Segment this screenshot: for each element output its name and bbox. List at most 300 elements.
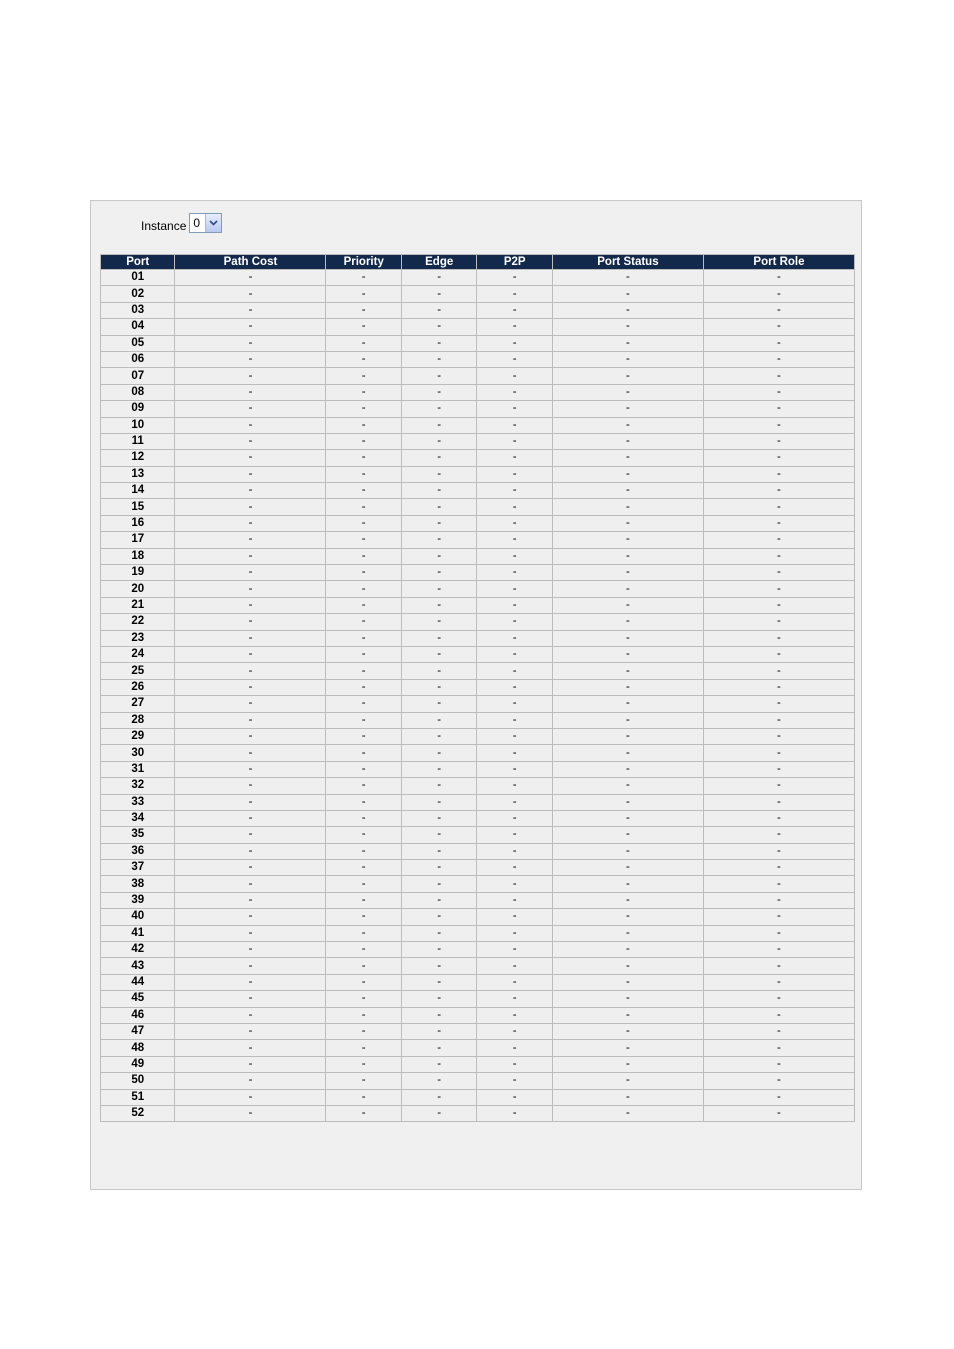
port-role-cell: - [704, 926, 854, 941]
p2p-cell: - [477, 336, 551, 351]
port-status-cell: - [553, 762, 703, 777]
port-cell: 29 [101, 729, 174, 744]
table-row [101, 991, 854, 1006]
port-cell: 08 [101, 385, 174, 400]
path-cost-cell: - [175, 614, 325, 629]
port-status-cell: - [553, 696, 703, 711]
port-cell: 13 [101, 467, 174, 482]
port-status-cell: - [553, 565, 703, 580]
path-cost-cell: - [175, 483, 325, 498]
port-role-cell: - [704, 483, 854, 498]
p2p-cell: - [477, 549, 551, 564]
table-row [101, 827, 854, 842]
p2p-cell: - [477, 532, 551, 547]
priority-cell: - [326, 909, 400, 924]
p2p-cell: - [477, 696, 551, 711]
edge-cell: - [402, 401, 476, 416]
port-cell: 42 [101, 942, 174, 957]
path-cost-cell: - [175, 811, 325, 826]
table-row [101, 303, 854, 318]
path-cost-cell: - [175, 876, 325, 891]
port-cell: 34 [101, 811, 174, 826]
priority-cell: - [326, 827, 400, 842]
port-role-cell: - [704, 762, 854, 777]
priority-cell: - [326, 1106, 400, 1121]
priority-cell: - [326, 286, 400, 301]
port-role-cell: - [704, 860, 854, 875]
path-cost-cell: - [175, 647, 325, 662]
p2p-cell: - [477, 270, 551, 285]
port-status-cell: - [553, 467, 703, 482]
port-status-cell: - [553, 631, 703, 646]
port-role-cell: - [704, 598, 854, 613]
table-row [101, 401, 854, 416]
path-cost-cell: - [175, 713, 325, 728]
table-body [101, 270, 854, 1121]
path-cost-cell: - [175, 368, 325, 383]
edge-cell: - [402, 827, 476, 842]
p2p-cell: - [477, 434, 551, 449]
port-role-cell: - [704, 811, 854, 826]
port-cell: 21 [101, 598, 174, 613]
priority-cell: - [326, 450, 400, 465]
port-cell: 28 [101, 713, 174, 728]
priority-cell: - [326, 1024, 400, 1039]
p2p-cell: - [477, 483, 551, 498]
port-cell: 33 [101, 795, 174, 810]
priority-cell: - [326, 499, 400, 514]
priority-cell: - [326, 762, 400, 777]
port-cell: 04 [101, 319, 174, 334]
table-row [101, 844, 854, 859]
table-row [101, 286, 854, 301]
port-status-cell: - [553, 352, 703, 367]
port-cell: 12 [101, 450, 174, 465]
port-role-cell: - [704, 565, 854, 580]
table-row [101, 975, 854, 990]
p2p-cell: - [477, 1024, 551, 1039]
port-role-cell: - [704, 909, 854, 924]
port-role-cell: - [704, 942, 854, 957]
port-status-cell: - [553, 811, 703, 826]
p2p-cell: - [477, 581, 551, 596]
table-row [101, 434, 854, 449]
port-cell: 06 [101, 352, 174, 367]
path-cost-cell: - [175, 844, 325, 859]
table-row [101, 876, 854, 891]
priority-cell: - [326, 368, 400, 383]
edge-cell: - [402, 581, 476, 596]
table-row [101, 1073, 854, 1088]
table-row [101, 385, 854, 400]
port-cell: 27 [101, 696, 174, 711]
port-cell: 50 [101, 1073, 174, 1088]
port-status-cell: - [553, 729, 703, 744]
edge-cell: - [402, 844, 476, 859]
priority-cell: - [326, 860, 400, 875]
p2p-cell: - [477, 598, 551, 613]
priority-cell: - [326, 401, 400, 416]
edge-cell: - [402, 352, 476, 367]
table-row [101, 778, 854, 793]
p2p-cell: - [477, 663, 551, 678]
port-cell: 05 [101, 336, 174, 351]
edge-cell: - [402, 336, 476, 351]
port-role-cell: - [704, 450, 854, 465]
edge-cell: - [402, 893, 476, 908]
path-cost-cell: - [175, 450, 325, 465]
port-cell: 14 [101, 483, 174, 498]
port-status-cell: - [553, 418, 703, 433]
path-cost-cell: - [175, 1040, 325, 1055]
port-cell: 23 [101, 631, 174, 646]
p2p-cell: - [477, 319, 551, 334]
table-row [101, 795, 854, 810]
port-status-cell: - [553, 1090, 703, 1105]
port-status-cell: - [553, 926, 703, 941]
port-cell: 02 [101, 286, 174, 301]
path-cost-cell: - [175, 1057, 325, 1072]
table-row [101, 680, 854, 695]
port-cell: 46 [101, 1008, 174, 1023]
port-cell: 25 [101, 663, 174, 678]
p2p-cell: - [477, 1057, 551, 1072]
port-cell: 11 [101, 434, 174, 449]
path-cost-cell: - [175, 696, 325, 711]
path-cost-cell: - [175, 909, 325, 924]
port-cell: 01 [101, 270, 174, 285]
port-role-cell: - [704, 1024, 854, 1039]
table-row [101, 319, 854, 334]
edge-cell: - [402, 680, 476, 695]
path-cost-cell: - [175, 745, 325, 760]
port-role-cell: - [704, 467, 854, 482]
port-status-cell: - [553, 1024, 703, 1039]
port-cell: 20 [101, 581, 174, 596]
port-cell: 19 [101, 565, 174, 580]
table-row [101, 614, 854, 629]
table-row [101, 811, 854, 826]
port-status-cell: - [553, 1008, 703, 1023]
port-cell: 41 [101, 926, 174, 941]
port-role-cell: - [704, 893, 854, 908]
table-row [101, 483, 854, 498]
port-status-cell: - [553, 368, 703, 383]
p2p-cell: - [477, 1040, 551, 1055]
p2p-cell: - [477, 516, 551, 531]
table-row [101, 532, 854, 547]
table-row [101, 942, 854, 957]
priority-cell: - [326, 1008, 400, 1023]
priority-cell: - [326, 1090, 400, 1105]
port-status-cell: - [553, 876, 703, 891]
path-cost-cell: - [175, 1024, 325, 1039]
port-role-cell: - [704, 1073, 854, 1088]
path-cost-cell: - [175, 303, 325, 318]
port-status-cell: - [553, 975, 703, 990]
priority-cell: - [326, 663, 400, 678]
port-role-cell: - [704, 581, 854, 596]
port-cell: 31 [101, 762, 174, 777]
path-cost-cell: - [175, 549, 325, 564]
priority-cell: - [326, 336, 400, 351]
edge-cell: - [402, 696, 476, 711]
port-role-cell: - [704, 680, 854, 695]
port-role-cell: - [704, 713, 854, 728]
edge-cell: - [402, 762, 476, 777]
path-cost-cell: - [175, 598, 325, 613]
edge-cell: - [402, 631, 476, 646]
port-role-cell: - [704, 352, 854, 367]
port-status-cell: - [553, 401, 703, 416]
priority-cell: - [326, 631, 400, 646]
port-status-cell: - [553, 893, 703, 908]
priority-cell: - [326, 876, 400, 891]
mstp-port-panel [90, 200, 862, 1190]
port-status-cell: - [553, 991, 703, 1006]
priority-cell: - [326, 483, 400, 498]
p2p-cell: - [477, 909, 551, 924]
p2p-cell: - [477, 975, 551, 990]
port-status-cell: - [553, 319, 703, 334]
priority-cell: - [326, 729, 400, 744]
table-row [101, 1106, 854, 1121]
edge-cell: - [402, 991, 476, 1006]
port-role-cell: - [704, 647, 854, 662]
edge-cell: - [402, 1057, 476, 1072]
table-row [101, 909, 854, 924]
port-status-cell: - [553, 499, 703, 514]
p2p-cell: - [477, 647, 551, 662]
port-status-cell: - [553, 844, 703, 859]
table-header-row [101, 255, 854, 269]
path-cost-cell: - [175, 958, 325, 973]
port-status-cell: - [553, 385, 703, 400]
port-status-cell: - [553, 1073, 703, 1088]
path-cost-cell: - [175, 565, 325, 580]
priority-cell: - [326, 958, 400, 973]
port-role-cell: - [704, 319, 854, 334]
table-row [101, 926, 854, 941]
port-cell: 40 [101, 909, 174, 924]
port-role-cell: - [704, 991, 854, 1006]
priority-cell: - [326, 942, 400, 957]
port-role-cell: - [704, 499, 854, 514]
port-role-cell: - [704, 303, 854, 318]
table-row [101, 729, 854, 744]
p2p-cell: - [477, 631, 551, 646]
port-cell: 36 [101, 844, 174, 859]
edge-cell: - [402, 303, 476, 318]
path-cost-cell: - [175, 942, 325, 957]
table-row [101, 745, 854, 760]
p2p-cell: - [477, 1073, 551, 1088]
port-status-cell: - [553, 549, 703, 564]
p2p-cell: - [477, 942, 551, 957]
port-status-cell: - [553, 909, 703, 924]
table-row [101, 647, 854, 662]
port-cell: 30 [101, 745, 174, 760]
table-row [101, 631, 854, 646]
path-cost-cell: - [175, 532, 325, 547]
edge-cell: - [402, 745, 476, 760]
p2p-cell: - [477, 827, 551, 842]
edge-cell: - [402, 860, 476, 875]
priority-cell: - [326, 713, 400, 728]
path-cost-cell: - [175, 680, 325, 695]
priority-cell: - [326, 549, 400, 564]
port-role-cell: - [704, 434, 854, 449]
path-cost-cell: - [175, 286, 325, 301]
edge-cell: - [402, 368, 476, 383]
edge-cell: - [402, 516, 476, 531]
priority-cell: - [326, 844, 400, 859]
table-row [101, 762, 854, 777]
port-status-cell: - [553, 663, 703, 678]
instance-label: Instance [141, 219, 187, 233]
edge-cell: - [402, 270, 476, 285]
edge-cell: - [402, 713, 476, 728]
port-table [100, 254, 855, 1122]
port-cell: 35 [101, 827, 174, 842]
port-role-cell: - [704, 795, 854, 810]
port-role-cell: - [704, 876, 854, 891]
edge-cell: - [402, 778, 476, 793]
path-cost-cell: - [175, 434, 325, 449]
priority-cell: - [326, 352, 400, 367]
path-cost-cell: - [175, 516, 325, 531]
port-role-cell: - [704, 286, 854, 301]
port-status-cell: - [553, 483, 703, 498]
table-row [101, 516, 854, 531]
port-role-cell: - [704, 418, 854, 433]
port-role-cell: - [704, 1090, 854, 1105]
table-row [101, 713, 854, 728]
path-cost-cell: - [175, 795, 325, 810]
port-role-cell: - [704, 663, 854, 678]
port-status-cell: - [553, 1057, 703, 1072]
port-status-cell: - [553, 614, 703, 629]
priority-cell: - [326, 385, 400, 400]
port-cell: 38 [101, 876, 174, 891]
port-role-cell: - [704, 778, 854, 793]
table-row [101, 549, 854, 564]
edge-cell: - [402, 483, 476, 498]
priority-cell: - [326, 565, 400, 580]
p2p-cell: - [477, 778, 551, 793]
port-status-cell: - [553, 516, 703, 531]
p2p-cell: - [477, 1106, 551, 1121]
path-cost-cell: - [175, 336, 325, 351]
port-cell: 16 [101, 516, 174, 531]
port-cell: 15 [101, 499, 174, 514]
edge-cell: - [402, 876, 476, 891]
edge-cell: - [402, 909, 476, 924]
table-row [101, 1024, 854, 1039]
path-cost-cell: - [175, 663, 325, 678]
port-role-cell: - [704, 827, 854, 842]
path-cost-cell: - [175, 1008, 325, 1023]
priority-cell: - [326, 303, 400, 318]
path-cost-cell: - [175, 778, 325, 793]
p2p-cell: - [477, 745, 551, 760]
edge-cell: - [402, 286, 476, 301]
path-cost-cell: - [175, 418, 325, 433]
port-cell: 49 [101, 1057, 174, 1072]
edge-cell: - [402, 1073, 476, 1088]
edge-cell: - [402, 565, 476, 580]
path-cost-cell: - [175, 352, 325, 367]
instance-selector-row [141, 213, 222, 233]
p2p-cell: - [477, 418, 551, 433]
path-cost-cell: - [175, 467, 325, 482]
chevron-down-icon[interactable] [205, 214, 221, 232]
port-cell: 09 [101, 401, 174, 416]
p2p-cell: - [477, 958, 551, 973]
port-cell: 24 [101, 647, 174, 662]
instance-select[interactable] [189, 213, 222, 233]
priority-cell: - [326, 680, 400, 695]
port-cell: 32 [101, 778, 174, 793]
port-status-cell: - [553, 532, 703, 547]
p2p-cell: - [477, 844, 551, 859]
port-role-cell: - [704, 1040, 854, 1055]
edge-cell: - [402, 1008, 476, 1023]
p2p-cell: - [477, 565, 551, 580]
priority-cell: - [326, 975, 400, 990]
col-header-edge: Edge [402, 255, 476, 269]
path-cost-cell: - [175, 762, 325, 777]
table-row [101, 270, 854, 285]
table-row [101, 696, 854, 711]
port-role-cell: - [704, 549, 854, 564]
port-role-cell: - [704, 385, 854, 400]
edge-cell: - [402, 795, 476, 810]
edge-cell: - [402, 729, 476, 744]
table-row [101, 1090, 854, 1105]
port-status-cell: - [553, 286, 703, 301]
port-status-cell: - [553, 680, 703, 695]
priority-cell: - [326, 893, 400, 908]
table-row [101, 1040, 854, 1055]
edge-cell: - [402, 926, 476, 941]
priority-cell: - [326, 1057, 400, 1072]
edge-cell: - [402, 1040, 476, 1055]
port-role-cell: - [704, 958, 854, 973]
table-row [101, 663, 854, 678]
edge-cell: - [402, 434, 476, 449]
port-role-cell: - [704, 401, 854, 416]
table-row [101, 368, 854, 383]
col-header-port-status: Port Status [553, 255, 703, 269]
port-role-cell: - [704, 532, 854, 547]
path-cost-cell: - [175, 270, 325, 285]
port-role-cell: - [704, 336, 854, 351]
port-role-cell: - [704, 1008, 854, 1023]
priority-cell: - [326, 614, 400, 629]
priority-cell: - [326, 696, 400, 711]
table-row [101, 418, 854, 433]
edge-cell: - [402, 811, 476, 826]
port-cell: 51 [101, 1090, 174, 1105]
port-status-cell: - [553, 303, 703, 318]
edge-cell: - [402, 958, 476, 973]
path-cost-cell: - [175, 581, 325, 596]
edge-cell: - [402, 467, 476, 482]
port-status-cell: - [553, 713, 703, 728]
p2p-cell: - [477, 680, 551, 695]
col-header-port: Port [101, 255, 174, 269]
